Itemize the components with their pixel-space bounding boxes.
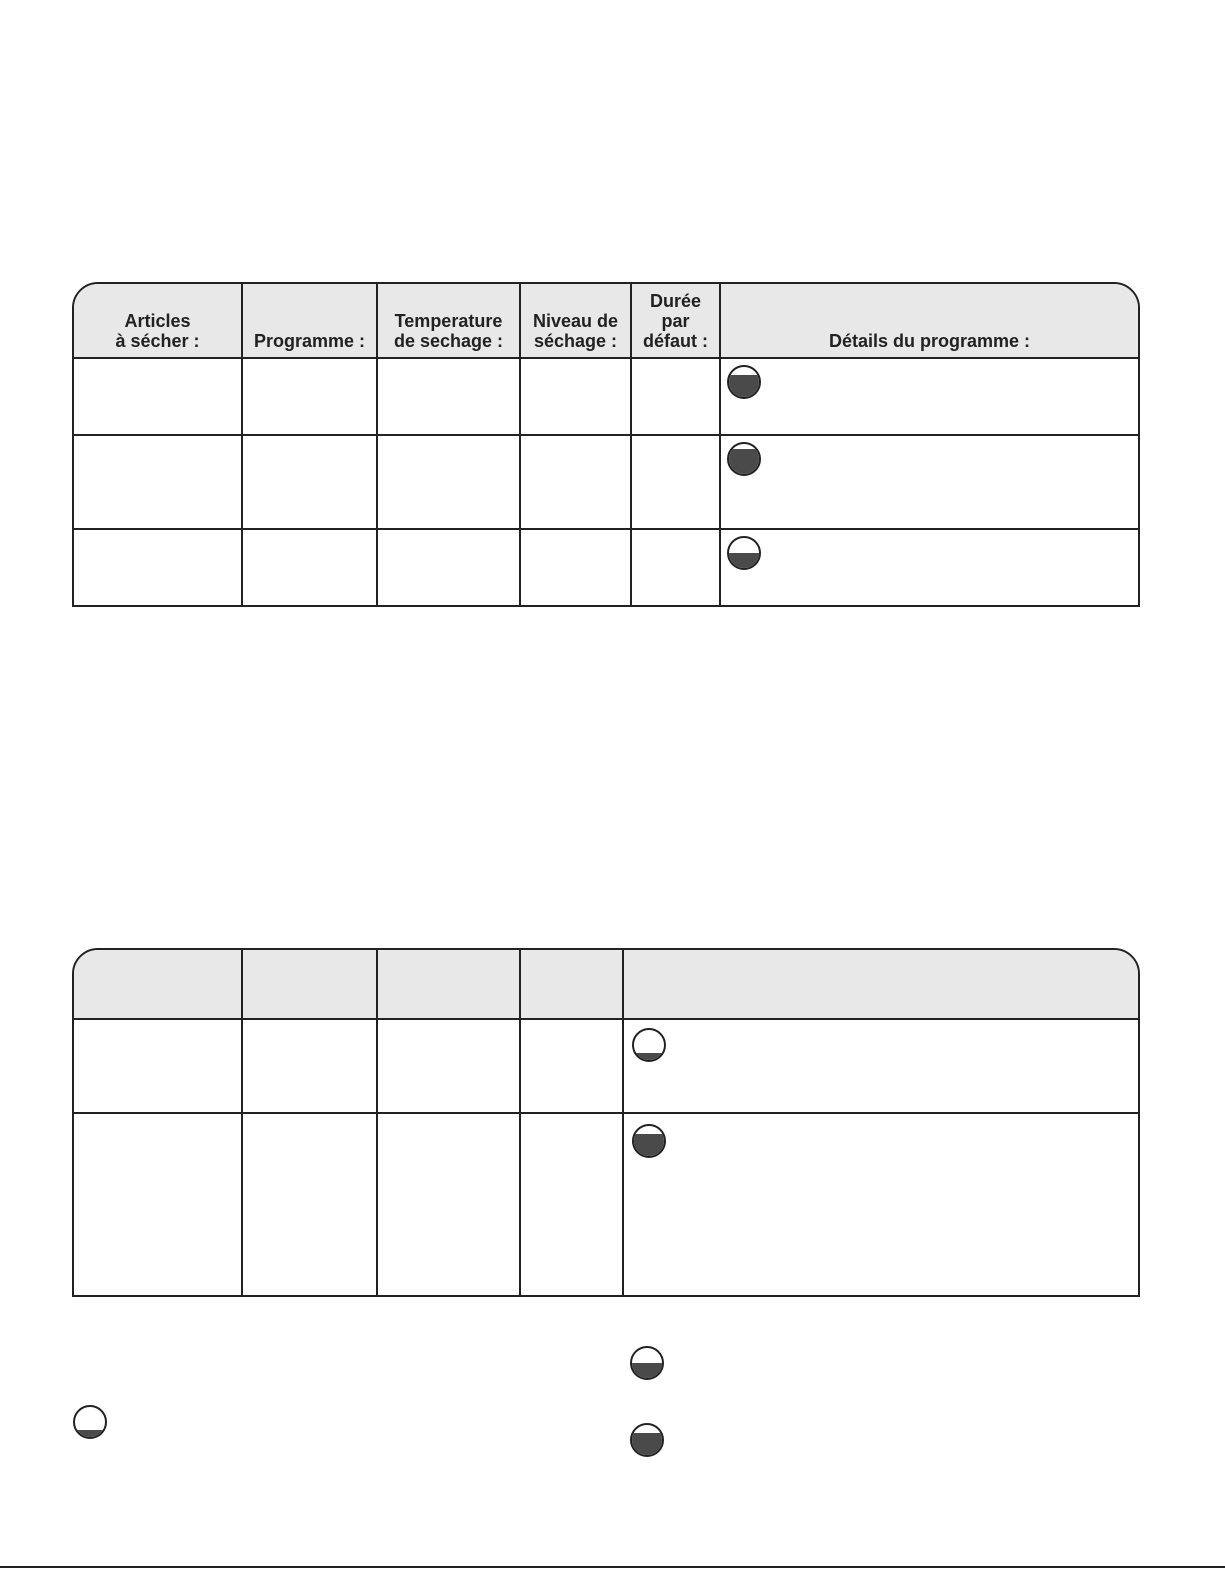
table-header-row <box>74 284 1138 357</box>
dryness-level-icon <box>632 1124 666 1158</box>
table-row <box>74 1018 1138 1112</box>
table-cell <box>241 1020 376 1112</box>
page-bottom-rule <box>0 1566 1225 1568</box>
table-cell <box>376 530 519 605</box>
table-cell <box>622 1020 1138 1112</box>
table-cell <box>376 359 519 434</box>
dryness-level-icon <box>632 1028 666 1062</box>
table-cell <box>74 1020 241 1112</box>
table-row <box>74 434 1138 528</box>
table-cell <box>74 1114 241 1295</box>
table-cell <box>630 530 719 605</box>
dryness-level-icon <box>630 1423 664 1457</box>
table-cell <box>719 530 1138 605</box>
dryness-level-icon <box>727 365 761 399</box>
table-cell <box>74 530 241 605</box>
table-row <box>74 357 1138 434</box>
table-cell <box>376 1114 519 1295</box>
table-cell <box>519 436 630 528</box>
header-temperature: Temperature de sechage : <box>376 284 519 357</box>
table-cell <box>376 436 519 528</box>
table-cell <box>519 530 630 605</box>
table-cell <box>241 530 376 605</box>
table-cell <box>74 359 241 434</box>
table-cell <box>241 1114 376 1295</box>
table-cell <box>622 1114 1138 1295</box>
table-cell <box>241 436 376 528</box>
table-row <box>74 528 1138 605</box>
dryness-level-icon <box>727 536 761 570</box>
table-header-row <box>74 950 1138 1018</box>
header-articles: Articles à sécher : <box>115 311 200 351</box>
table-cell <box>519 1114 622 1295</box>
table-header-cell <box>74 950 241 1018</box>
table-cell <box>630 359 719 434</box>
cycle-table-1 <box>72 282 1140 607</box>
cycle-table-2 <box>72 948 1140 1297</box>
table-header-cell <box>519 950 622 1018</box>
dryness-level-icon <box>73 1405 107 1439</box>
header-duree: Durée par défaut : <box>630 284 719 357</box>
table-cell <box>719 359 1138 434</box>
table-header-cell <box>376 950 519 1018</box>
table-cell <box>519 1020 622 1112</box>
table-cell <box>630 436 719 528</box>
header-details: Détails du programme : <box>719 284 1138 357</box>
table-header-cell <box>241 950 376 1018</box>
table-cell <box>241 359 376 434</box>
table-cell <box>519 359 630 434</box>
dryness-level-icon <box>727 442 761 476</box>
table-cell <box>719 436 1138 528</box>
table-header-cell <box>622 950 1138 1018</box>
table-cell <box>74 436 241 528</box>
dryness-level-icon <box>630 1346 664 1380</box>
table-row <box>74 1112 1138 1295</box>
header-programme: Programme : <box>241 284 376 357</box>
header-niveau: Niveau de séchage : <box>519 284 630 357</box>
table-cell <box>376 1020 519 1112</box>
